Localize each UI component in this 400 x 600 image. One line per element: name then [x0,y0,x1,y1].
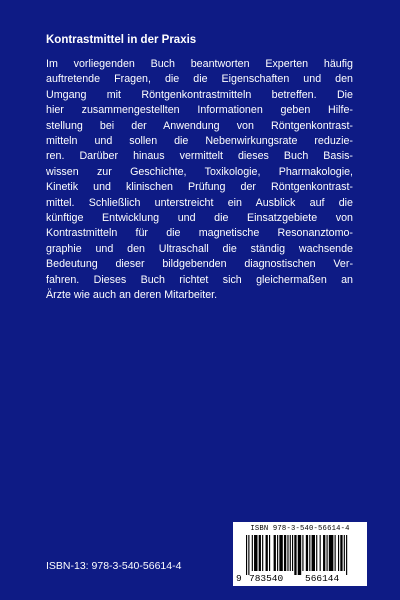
barcode-digit-lead: 9 [236,573,242,584]
barcode-bar [254,535,257,571]
blurb-text [46,57,353,304]
blurb-line: Bedeutung dieser bildgebenden diagnostischen Ver- [46,258,353,271]
barcode-bar [338,535,339,571]
blurb-line: stellung bei der Anwendung von Röntgenkontrast- [46,119,353,132]
barcode-bar [329,535,334,571]
barcode-bar [259,535,261,571]
barcode-bar [340,535,342,571]
barcode-bar [287,535,288,571]
barcode-bar [335,535,336,571]
barcode-bar [298,535,301,575]
barcode-bar [306,535,308,571]
blurb-line: graphie und den Ultraschall die ständig wachsende [46,242,353,255]
blurb-line: ren. Darüber hinaus vermittelt dieses Buch Basis- [46,150,353,163]
barcode-bar [269,535,270,571]
blurb-line: Kontrastmitteln für die magnetische Resonanztomo- [46,227,353,240]
barcode-bar [266,535,268,571]
blurb-line: mittel. Schließlich unterstreicht ein Ausblick auf die [46,196,353,209]
barcode-isbn-header: ISBN 978-3-540-56614-4 [250,525,350,533]
barcode-bar [284,535,286,571]
barcode-bar [290,535,291,571]
blurb-line: künftige Entwicklung und die Einsatzgebiete von [46,212,353,225]
blurb-line: Ärzte wie auch an deren Mitarbeiter. [46,289,218,302]
barcode [233,522,367,586]
blurb-line: mitteln und sollen die Nebenwirkungsrate reduzie- [46,135,353,148]
barcode-bar [292,535,293,571]
barcode-bar [277,535,278,571]
barcode-bar [309,535,310,571]
barcode-bar [274,535,276,571]
blurb-line: wissen zur Geschichte, Toxikologie, Pharmakologie, [46,165,353,178]
blurb-line: auftretende Fragen, die die Eigenschaften und den [46,73,353,86]
barcode-bar [279,535,282,571]
barcode-bar [246,535,247,575]
blurb-line: Kinetik und klinischen Prüfung der Röntgenkontrast- [46,181,353,194]
barcode-bars [244,535,357,575]
barcode-bar [344,535,345,571]
barcode-bar [327,535,328,571]
barcode-bar [312,535,315,571]
isbn-label: ISBN-13: 978-3-540-56614-4 [46,560,182,572]
barcode-bar [302,535,303,571]
blurb-line: fahren. Dieses Buch richtet sich gleichermaßen an [46,273,353,286]
barcode-digit-group-right: 566144 [305,573,340,584]
barcode-bar [320,535,321,571]
barcode-bar [262,535,263,571]
blurb-line: hier zusammengestellten Informationen geben Hilfe- [46,104,353,117]
barcode-bar [252,535,253,571]
book-title: Kontrastmittel in der Praxis [46,34,197,46]
barcode-bar [323,535,325,571]
barcode-bar [294,535,296,575]
barcode-bar [316,535,317,571]
barcode-digit-group-left: 783540 [249,573,284,584]
barcode-bar [346,535,347,575]
blurb-line: Umgang mit Röntgenkontrastmitteln betreffen. Die [46,88,353,101]
blurb-line: Im vorliegenden Buch beantworten Experten häufig [46,58,353,70]
barcode-bar [248,535,249,575]
